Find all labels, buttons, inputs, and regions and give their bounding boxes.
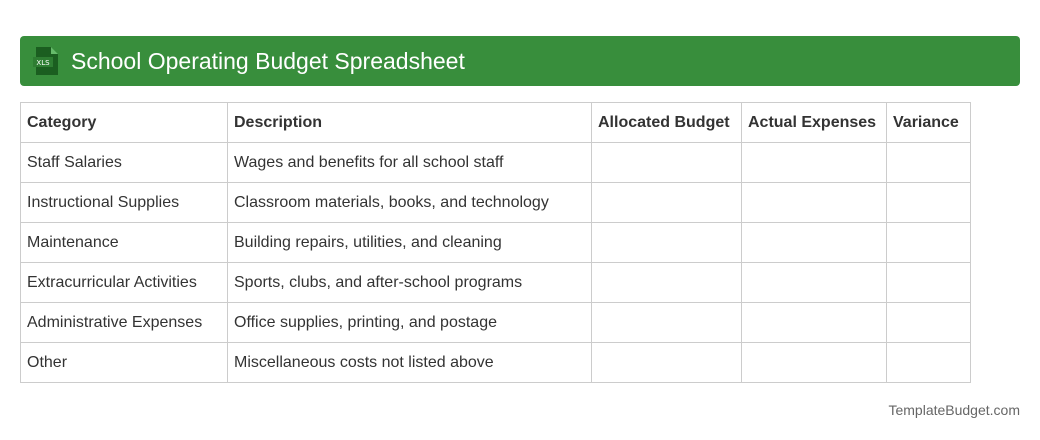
description-cell: Sports, clubs, and after-school programs <box>228 263 592 303</box>
category-cell: Instructional Supplies <box>21 183 228 223</box>
description-cell: Classroom materials, books, and technology <box>228 183 592 223</box>
table-row <box>21 303 971 343</box>
actual-expenses-cell <box>742 183 887 223</box>
variance-cell <box>887 343 971 383</box>
description-cell: Wages and benefits for all school staff <box>228 143 592 183</box>
allocated-budget-cell <box>592 343 742 383</box>
table-row <box>21 263 971 303</box>
variance-cell <box>887 263 971 303</box>
table-row <box>21 343 971 383</box>
table-header-row <box>21 103 971 143</box>
actual-expenses-cell <box>742 263 887 303</box>
xls-file-icon <box>32 46 60 76</box>
category-cell: Staff Salaries <box>21 143 228 183</box>
variance-cell <box>887 143 971 183</box>
category-cell: Extracurricular Activities <box>21 263 228 303</box>
actual-expenses-cell <box>742 343 887 383</box>
category-cell: Maintenance <box>21 223 228 263</box>
description-cell: Miscellaneous costs not listed above <box>228 343 592 383</box>
actual-expenses-cell <box>742 143 887 183</box>
allocated-budget-cell <box>592 183 742 223</box>
description-cell: Office supplies, printing, and postage <box>228 303 592 343</box>
footer-brand-link[interactable]: TemplateBudget.com <box>888 402 1020 418</box>
category-cell: Administrative Expenses <box>21 303 228 343</box>
actual-expenses-cell <box>742 223 887 263</box>
category-cell: Other <box>21 343 228 383</box>
column-header-actual-expenses: Actual Expenses <box>742 103 887 143</box>
allocated-budget-cell <box>592 143 742 183</box>
column-header-description: Description <box>228 103 592 143</box>
column-header-variance: Variance <box>887 103 971 143</box>
budget-table <box>20 102 971 383</box>
page-title: School Operating Budget Spreadsheet <box>71 47 465 74</box>
column-header-allocated-budget: Allocated Budget <box>592 103 742 143</box>
description-cell: Building repairs, utilities, and cleaning <box>228 223 592 263</box>
actual-expenses-cell <box>742 303 887 343</box>
table-row <box>21 183 971 223</box>
variance-cell <box>887 223 971 263</box>
variance-cell <box>887 183 971 223</box>
allocated-budget-cell <box>592 263 742 303</box>
allocated-budget-cell <box>592 223 742 263</box>
variance-cell <box>887 303 971 343</box>
allocated-budget-cell <box>592 303 742 343</box>
xls-icon-label: XLS <box>36 59 50 67</box>
table-row <box>21 143 971 183</box>
table-row <box>21 223 971 263</box>
column-header-category: Category <box>21 103 228 143</box>
title-bar <box>20 36 1020 86</box>
